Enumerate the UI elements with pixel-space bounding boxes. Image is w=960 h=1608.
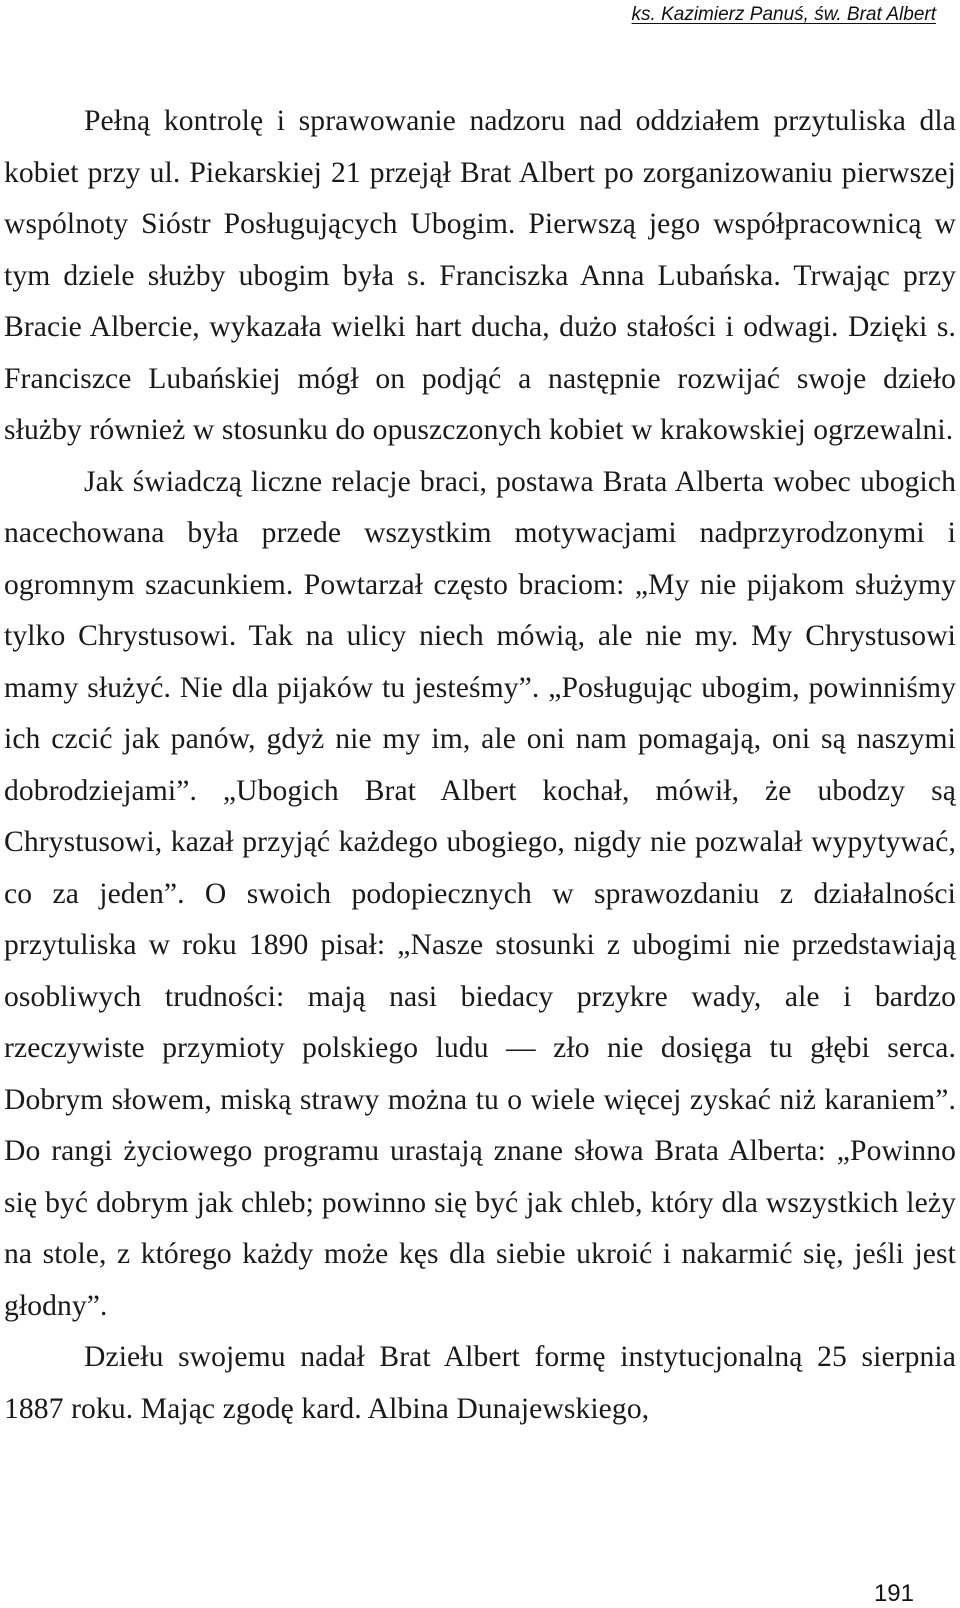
paragraph-2: Jak świadczą liczne relacje braci, postawa Brata Alberta wobec ubogich nacechowana była przede wszystkim motywacjami nadprzyrodzonymi i ogromnym szacunkiem. Powtarzał często braciom: „My nie pijakom służymy tylko Chrystusowi. Tak na ulicy niech mówią, ale nie my. My Chrystusowi mamy służyć. Nie dla pijaków tu jesteśmy”. „Posługując ubogim, powinniśmy ich czcić jak panów, gdyż nie my im, ale oni nam pomagają, oni są naszymi dobrodziejami”. „Ubogich Brat Albert kochał, mówił, że ubodzy są Chrystusowi, kazał przyjąć każdego ubogiego, nigdy nie pozwalał wypytywać, co za jeden”. O swoich podopiecznych w sprawozdaniu z działalności przytuliska w roku 1890 pisał: „Nasze stosunki z ubogimi nie przedstawiają osobliwych trudności: mają nasi biedacy przykre wady, ale i bardzo rzeczywiste przymioty polskiego ludu — zło nie dosięga tu głębi serca. Dobrym słowem, miską strawy można tu o wiele więcej zyskać niż karaniem”. Do rangi życiowego programu urastają znane słowa Brata Alberta: „Powinno się być dobrym jak chleb; powinno się być jak chleb, który dla wszystkich leży na stole, z którego każdy może kęs dla siebie ukroić i nakarmić się, jeśli jest głodny”. <box>4 465 956 1322</box>
running-header: ks. Kazimierz Panuś, św. Brat Albert <box>631 4 936 25</box>
page-number: 191 <box>873 1580 914 1607</box>
paragraph-3: Dziełu swojemu nadał Brat Albert formę instytucjonalną 25 sierpnia 1887 roku. Mając zgodę kard. Albina Dunajewskiego, <box>4 1341 956 1425</box>
page-body <box>4 96 956 1435</box>
paragraph-1: Pełną kontrolę i sprawowanie nadzoru nad oddziałem przytuliska dla kobiet przy ul. Piekarskiej 21 przejął Brat Albert po zorganizowaniu pierwszej wspólnoty Sióstr Posługujących Ubogim. Pierwszą jego współpracownicą w tym dziele służby ubogim była s. Franciszka Anna Lubańska. Trwając przy Bracie Albercie, wykazała wielki hart ducha, dużo stałości i odwagi. Dzięki s. Franciszce Lubańskiej mógł on podjąć a następnie rozwijać swoje dzieło służby również w stosunku do opuszczonych kobiet w krakowskiej ogrzewalni. <box>4 105 956 446</box>
